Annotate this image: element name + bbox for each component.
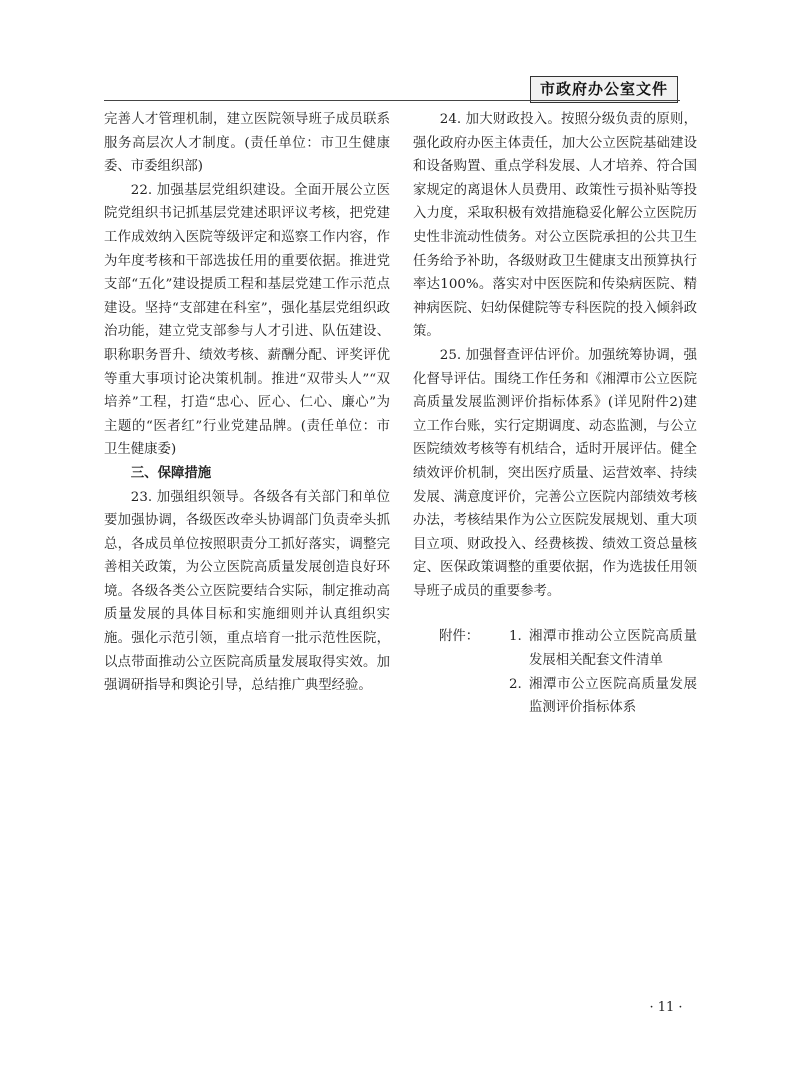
paragraph-continued: 完善人才管理机制，建立医院领导班子成员联系服务高层次人才制度。(责任单位：市卫生健康委、市委组织部)	[104, 112, 390, 175]
attachment-title: 湘潭市推动公立医院高质量发展相关配套文件清单	[529, 629, 697, 669]
left-column	[104, 108, 390, 698]
attachments-label: 附件：	[439, 629, 480, 645]
right-column	[413, 108, 697, 720]
paragraph-24: 24. 加大财政投入。按照分级负责的原则，强化政府办医主体责任，加大公立医院基础建设和设备购置、重点学科发展、人才培养、符合国家规定的离退休人员费用、政策性亏损补贴等投入力度，采取积极有效措施稳妥化解公立医院历史性非流动性债务。对公立医院承担的公共卫生任务给予补助，各级财政卫生健康支出预算执行率达100%。落实对中医医院和传染病医院、精神病医院、妇幼保健院等专科医院的投入倾斜政策。	[413, 112, 697, 340]
header-divider	[104, 100, 680, 101]
header-title: 市政府办公室文件	[530, 76, 678, 103]
attachment-item	[413, 625, 697, 672]
page-number: · 11 ·	[649, 1000, 683, 1015]
attachments-list	[413, 625, 697, 719]
section-heading: 三、保障措施	[130, 465, 212, 481]
paragraph-23: 23. 加强组织领导。各级各有关部门和单位要加强协调，各级医改牵头协调部门负责牵头抓总，各成员单位按照职责分工抓好落实，调整完善相关政策，为公立医院高质量发展创造良好环境。各级各类公立医院要结合实际，制定推动高质量发展的具体目标和实施细则并认真组织实施。强化示范引领，重点培育一批示范性医院，以点带面推动公立医院高质量发展取得实效。加强调研指导和舆论引导，总结推广典型经验。	[104, 489, 390, 694]
attachment-number: 1.	[509, 629, 522, 645]
attachment-item	[413, 673, 697, 720]
attachment-title: 湘潭市公立医院高质量发展监测评价指标体系	[529, 676, 697, 716]
paragraph-25: 25. 加强督查评估评价。加强统筹协调，强化督导评估。围绕工作任务和《湘潭市公立医院高质量发展监测评价指标体系》(详见附件2)建立工作台账，实行定期调度、动态监测，与公立医院绩效考核等有机结合，适时开展评估。健全绩效评价机制，突出医疗质量、运营效率、持续发展、满意度评价，完善公立医院内部绩效考核办法，考核结果作为公立医院发展规划、重大项目立项、财政投入、经费核拨、绩效工资总量核定、医保政策调整的重要依据，作为选拔任用领导班子成员的重要参考。	[413, 347, 697, 599]
attachment-number: 2.	[509, 676, 522, 692]
paragraph-22: 22. 加强基层党组织建设。全面开展公立医院党组织书记抓基层党建述职评议考核，把党建工作成效纳入医院等级评定和巡察工作内容，作为年度考核和干部选拔任用的重要依据。推进党支部“五化”建设提质工程和基层党建工作示范点建设。坚持“支部建在科室”，强化基层党组织政治功能，建立党支部参与人才引进、队伍建设、职称职务晋升、绩效考核、薪酬分配、评奖评优等重大事项讨论决策机制。推进“双带头人”“双培养”工程，打造“忠心、匠心、仁心、廉心”为主题的“医者红”行业党建品牌。(责任单位：市卫生健康委)	[104, 182, 390, 458]
